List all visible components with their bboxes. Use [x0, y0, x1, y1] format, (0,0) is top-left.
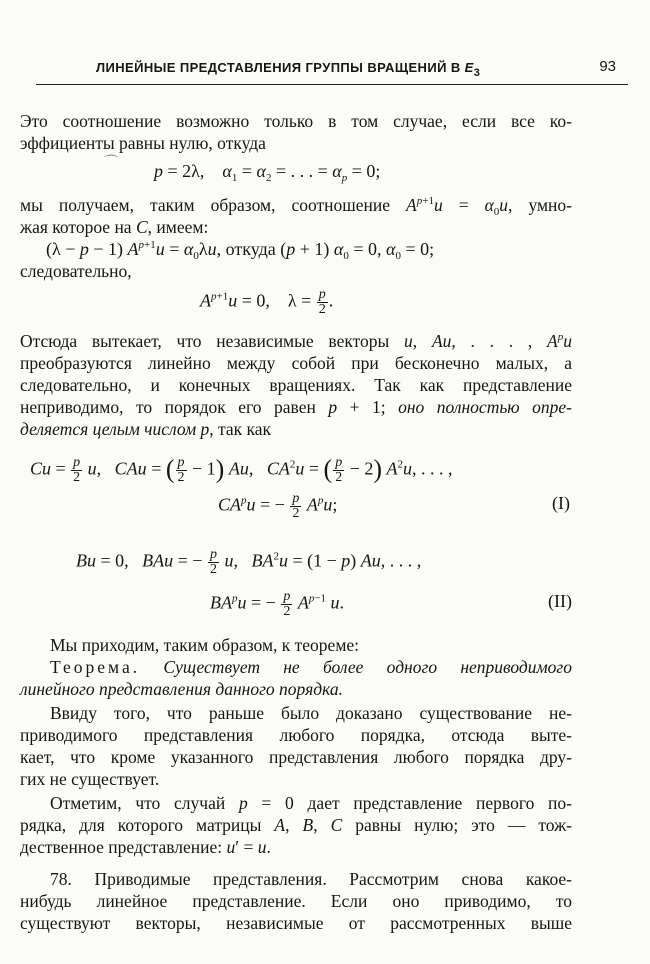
text-line: Мы приходим, таким образом, к теореме:	[50, 635, 360, 655]
text-line: существуют векторы, независимые от рассмотренных выше	[20, 913, 572, 933]
equation-I-line2: $CA^pu$ = − $\frac{p}{2}$ $A^pu$;	[218, 491, 338, 521]
text-line: рядка, для которого матрицы A, B, C равны нулю; это — тож-	[20, 815, 572, 835]
theorem-text: Существует не более одного неприводимого	[163, 657, 572, 677]
equation-label-II: (II)	[548, 591, 572, 611]
text-line: деляется целым числом p, так как	[20, 419, 272, 439]
text-line: эффициенты равны нулю, откуда	[20, 133, 266, 153]
page-number: 93	[599, 58, 616, 75]
text-line: Это соотношение возможно только в том случае, если все ко-	[20, 111, 572, 131]
formula-lambda-relation: (λ − p − 1) $A^{p+1}u = \alpha_0\lambda u$, откуда (p + 1) $\alpha_0 = 0$, $\alpha_0 = 0$;	[46, 239, 435, 262]
text-line: неприводимо, то порядок его равен p + 1; оно полностью опре-	[20, 397, 572, 417]
text-line: Отметим, что случай p = 0 дает представление первого по-	[50, 793, 572, 813]
theorem-line: линейного представления данного порядка.	[20, 679, 343, 699]
running-header	[36, 56, 628, 85]
text-line: дественное представление: u′ = u.	[20, 837, 271, 857]
print-speck: ⌒	[104, 156, 118, 171]
text-line: приводимого представления любого порядка, отсюда выте-	[20, 725, 572, 745]
text-line: Отсюда вытекает, что независимые векторы u, Au, . . . , $A^pu$	[20, 331, 572, 351]
text-line: гих не существует.	[20, 769, 160, 789]
formula-lambda-half-p: $A^{p+1}u = 0$, λ = $\frac{p}{2}$ .	[200, 287, 334, 317]
equation-II-line1: Bu = 0, BAu = − $\frac{p}{2}$ u, $BA^2u = (1 - p)$ Au, . . . ,	[76, 547, 422, 577]
text-line: кает, что кроме указанного представления любого порядка дру-	[20, 747, 572, 767]
text-line: мы получаем, таким образом, соотношение $A^{p+1}u = \alpha_0u$, умно-	[20, 195, 572, 218]
theorem-word: Теорема.	[50, 657, 141, 677]
formula-p-lambda: p = 2λ, $\alpha_1 = \alpha_2$ = . . . = $\alpha_p = 0$;	[154, 161, 381, 184]
equation-II-line2: $BA^pu$ = − $\frac{p}{2}$ $A^{p-1}$ u.	[210, 589, 345, 619]
text-line: следовательно,	[20, 261, 132, 281]
equation-label-I: (I)	[552, 493, 570, 513]
text-line: нибудь линейное представление. Если оно приводимо, то	[20, 891, 572, 911]
text-line: преобразуются линейно между собой при бесконечно малых, а	[20, 353, 572, 373]
text-line: жая которое на C, имеем:	[20, 217, 209, 237]
text-line: Ввиду того, что раньше было доказано существование не-	[50, 703, 572, 723]
header-title: ЛИНЕЙНЫЕ ПРЕДСТАВЛЕНИЯ ГРУППЫ ВРАЩЕНИЙ В $E_3$	[96, 60, 481, 79]
section-78-line: 78. Приводимые представления. Рассмотрим снова какое-	[50, 869, 572, 889]
theorem-line	[50, 656, 572, 678]
equation-I-line1: Cu = $\frac{p}{2}$ u, CAu = ( $\frac{p}{2}$ − 1) Au, $CA^2u$ = ( $\frac{p}{2}$ − 2) $A^2u$, . . . ,	[30, 454, 453, 485]
text-line: следовательно, и конечных вращениях. Так как представление	[20, 375, 572, 395]
